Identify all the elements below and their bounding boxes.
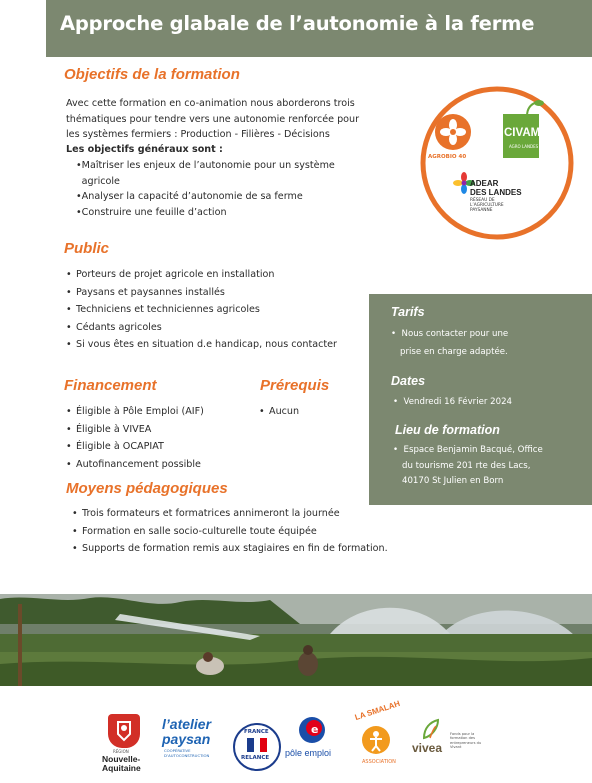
tarifs-line-1: • Nous contacter pour une [391,329,509,339]
atelier-label-1: l’atelier [162,716,212,732]
lieu-line-3: 40170 St Julien en Born [402,476,504,486]
smalah-sublabel: ASSOCIATION [362,759,396,765]
pole-emploi-label: pôle emploi [285,748,332,758]
vivea-leaf-icon [420,718,442,740]
public-heading: Public [64,240,110,257]
list-item: • Éligible à Pôle Emploi (AIF) [66,406,204,417]
moyens-heading: Moyens pédagogiques [66,480,228,497]
adear-label-2: DES LANDES [470,188,522,197]
region-label-1: RÉGION [113,749,129,754]
circle-ring-icon [418,84,576,242]
list-item: • Si vous êtes en situation d.e handicap, nous contacter [66,339,337,350]
farm-photo [0,594,592,686]
region-lion-icon [108,714,140,748]
vivea-sublabel: Fonds pour la formation des entrepreneurs du Vivant [450,732,482,750]
list-item: • Porteurs de projet agricole en installation [66,269,275,280]
list-item: • Formation en salle socio-culturelle toute équipée [72,525,317,537]
france-relance-bottom: RELANCE [241,755,270,761]
objectifs-list [76,158,366,220]
civam-label: CIVAM [504,127,541,139]
region-label-3: Aquitaine [102,763,141,773]
list-item: • Construire une feuille d’action [76,206,227,218]
atelier-label-2: paysan [162,731,211,747]
sprout-icon [523,98,545,116]
prerequis-list [259,403,299,421]
objectifs-subheading: Les objectifs généraux sont : [66,144,223,155]
list-item: • Autofinancement possible [66,458,201,470]
list-item: • Éligible à OCAPIAT [66,441,164,452]
lieu-heading: Lieu de formation [395,423,500,437]
pole-emploi-icon [298,716,326,744]
lieu-line-2: du tourisme 201 rte des Lacs, [402,461,531,471]
civam-logo [503,114,539,158]
farm-scene-icon [0,594,592,686]
smalah-logo [344,698,408,770]
list-item: • Paysans et paysannes installés [66,286,225,298]
lieu-line-1: • Espace Benjamin Bacqué, Office [393,445,543,455]
prerequis-heading: Prérequis [260,377,330,394]
list-item: • Techniciens et techniciennes agricoles [66,304,260,315]
list-item: • Maîtriser les enjeux de l’autonomie pour un système agricole [76,160,335,187]
list-item: • Trois formateurs et formatrices annimeront la journée [72,508,340,519]
svg-text:e: e [311,723,319,736]
french-flag-icon [247,738,267,752]
dates-text: • Vendredi 16 Février 2024 [393,397,513,407]
adear-sublabel: RÉSEAU DE L’AGRICULTURE PAYSANNE [470,198,504,213]
agrobio-label: AGROBIO 40 [428,154,467,160]
tarifs-line-2: prise en charge adaptée. [400,347,508,357]
list-item: • Supports de formation remis aux stagiaires en fin de formation. [72,543,388,554]
atelier-sublabel: COOPÉRATIVE D’AUTOCONSTRUCTION [164,748,210,758]
tarifs-heading: Tarifs [391,305,425,319]
list-item: • Aucun [259,406,300,417]
moyens-list [72,505,412,558]
region-label-2: Nouvelle- [102,754,141,764]
adear-label-1: ADEAR [470,179,499,188]
info-panel [369,294,592,505]
financement-list [66,403,246,473]
france-relance-top: FRANCE [244,729,269,735]
list-item: • Éligible à VIVEA [66,423,152,435]
objectifs-heading: Objectifs de la formation [64,66,240,83]
public-list [66,266,366,354]
title-banner [46,0,592,57]
smalah-label: LA SMALAH [353,698,402,723]
dates-heading: Dates [391,374,426,388]
civam-sublabel: AGRO LANDES [509,144,539,149]
page-title: Approche glabale de l’autonomie à la ferme [60,12,535,35]
partners-circle [418,84,576,242]
financement-heading: Financement [64,377,157,394]
objectifs-intro: Avec cette formation en co-animation nous aborderons trois thématiques pour tendre vers une autonomie renforcée pour les systèmes fermiers : Production - Filières - Décisions [66,98,360,140]
list-item: • Analyser la capacité d’autonomie de sa ferme [76,191,303,202]
vivea-label: vivea [412,741,443,755]
footer-logos [0,686,592,783]
france-relance-logo [233,723,281,771]
list-item: • Cédants agricoles [66,321,162,333]
agrobio-logo-icon [435,114,471,150]
